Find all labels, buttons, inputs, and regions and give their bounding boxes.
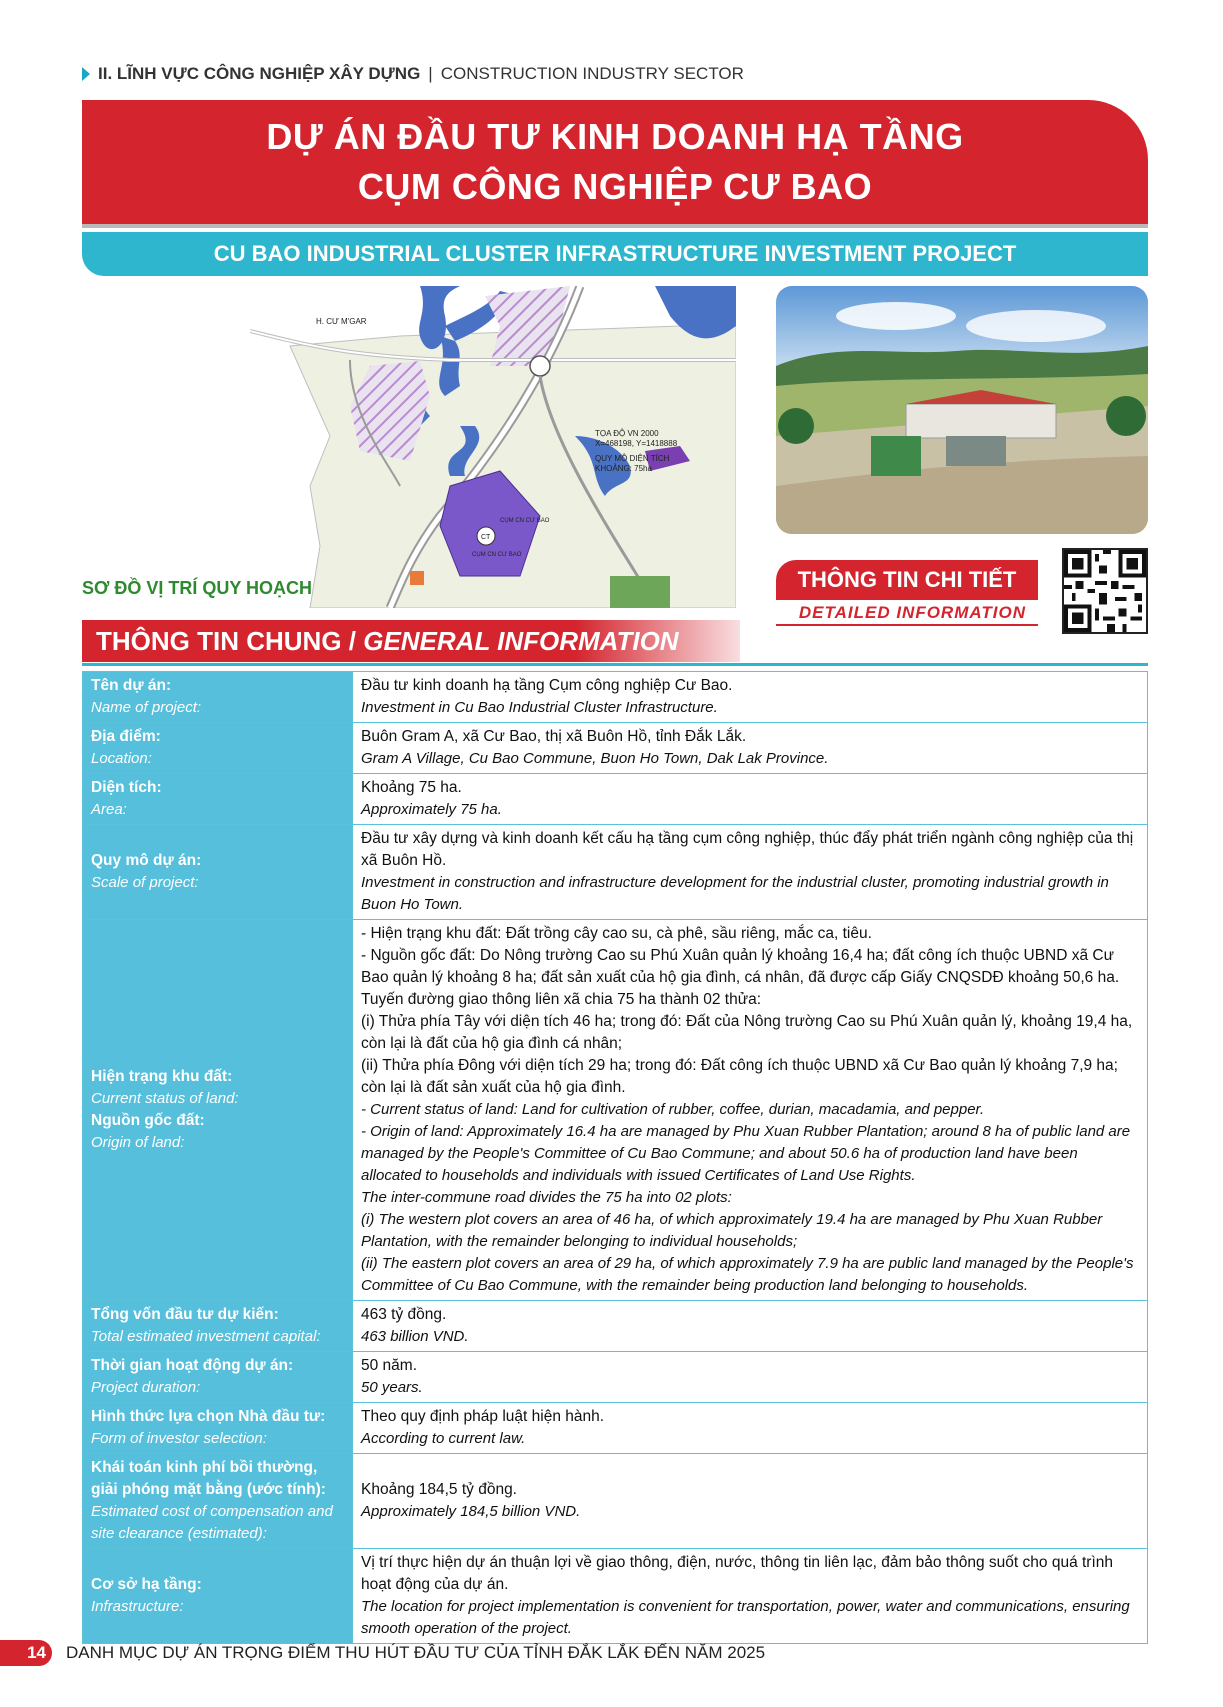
row-value (353, 1549, 1148, 1644)
general-info-vi: THÔNG TIN CHUNG / (96, 626, 364, 656)
value-en: Investment in construction and infrastructure development for the industrial cluster, promoting industrial growth in Buon Ho Town. (361, 874, 1109, 913)
row-label (83, 1352, 353, 1403)
value-vi: Đầu tư kinh doanh hạ tầng Cụm công nghiệp Cư Bao. (361, 677, 733, 694)
label-en: Area: (91, 801, 127, 818)
page-subtitle: CU BAO INDUSTRIAL CLUSTER INFRASTRUCTURE INVESTMENT PROJECT (82, 232, 1148, 276)
qr-code-icon[interactable] (1062, 548, 1148, 634)
label-en: Name of project: (91, 699, 202, 716)
map-coord-value: X=468198, Y=1418888 (595, 439, 678, 448)
detail-info-vi: THÔNG TIN CHI TIẾT (776, 560, 1038, 600)
value-vi: (ii) Thửa phía Đông với diện tích 29 ha; trong đó: Đất công ích thuộc UBND xã Cư Bao quản lý khoảng 7,9 ha; còn lại là đất sản xuất của hộ gia đình. (361, 1057, 1118, 1096)
label-vi: Khái toán kinh phí bồi thường, giải phóng mặt bằng (ước tính): (91, 1459, 326, 1498)
title-line-2: CỤM CÔNG NGHIỆP CƯ BAO (357, 166, 873, 207)
value-en: According to current law. (361, 1430, 526, 1447)
sector-vi: II. LĨNH VỰC CÔNG NGHIỆP XÂY DỰNG (98, 64, 421, 83)
label-vi: Tên dự án: (91, 677, 172, 694)
sector-separator: | (428, 64, 433, 83)
value-vi: 50 năm. (361, 1357, 418, 1374)
row-value (353, 1352, 1148, 1403)
row-value (353, 723, 1148, 774)
map-district-label: H. CƯ M'GAR (316, 317, 367, 326)
map-cluster-name: CỤM CN CƯ BAO (472, 552, 522, 558)
value-en: Approximately 184,5 billion VND. (361, 1503, 581, 1520)
label-en: Current status of land: (91, 1090, 239, 1107)
value-vi: Đầu tư xây dựng và kinh doanh kết cấu hạ tầng cụm công nghiệp, thúc đẩy phát triển ngành công nghiệp của thị xã Buôn Hồ. (361, 830, 1134, 869)
qr-code-graphic (1064, 550, 1146, 632)
site-photo (776, 286, 1148, 534)
row-label (83, 672, 353, 723)
value-en: Gram A Village, Cu Bao Commune, Buon Ho Town, Dak Lak Province. (361, 750, 829, 767)
label-en: Location: (91, 750, 152, 767)
map-scale-value: KHOẢNG: 75ha (595, 464, 652, 473)
label-vi: Nguồn gốc đất: (91, 1112, 205, 1129)
map-cluster-code: CT (481, 534, 491, 541)
table-row (83, 1352, 1148, 1403)
label-vi: Thời gian hoạt động dự án: (91, 1357, 294, 1374)
row-label (83, 774, 353, 825)
footer-title: DANH MỤC DỰ ÁN TRỌNG ĐIỂM THU HÚT ĐẦU TƯ CỦA TỈNH ĐẮK LẮK ĐẾN NĂM 2025 (66, 1643, 766, 1662)
table-row (83, 723, 1148, 774)
general-info-en: GENERAL INFORMATION (363, 626, 679, 656)
value-vi: Khoảng 75 ha. (361, 779, 462, 796)
row-label (83, 1403, 353, 1454)
label-vi: Hình thức lựa chọn Nhà đầu tư: (91, 1408, 326, 1425)
label-vi: Diện tích: (91, 779, 162, 796)
value-vi: - Nguồn gốc đất: Do Nông trường Cao su Phú Xuân quản lý khoảng 16,4 ha; đất công ích thuộc UBND xã Cư Bao quản lý khoảng 8 ha; đất sản xuất của hộ gia đình, cá nhân, đã được cấp Giấy CNQSDĐ khoảng 50,6 ha. (361, 947, 1120, 986)
row-label (83, 920, 353, 1301)
row-value (353, 825, 1148, 920)
map-cluster-label: CỤM CN CƯ BAO (500, 518, 550, 524)
page-footer (0, 1636, 1223, 1670)
label-vi: Quy mô dự án: (91, 852, 202, 869)
value-en: - Origin of land: Approximately 16.4 ha are managed by Phu Xuan Rubber Plantation; around 8 ha of public land are managed by the People's Committee of Cu Bao Commune; and about 50.6 ha of production land have been allocated to households and individuals with issued Certificates of Land Use Rights. (361, 1123, 1131, 1184)
map-scale-title: QUY MÔ DIỆN TÍCH (595, 454, 670, 463)
row-value (353, 1301, 1148, 1352)
planning-map-graphic (250, 286, 736, 608)
detail-info-en: DETAILED INFORMATION (776, 600, 1038, 626)
caret-right-icon (82, 67, 90, 81)
map-caption: SƠ ĐỒ VỊ TRÍ QUY HOẠCH (82, 578, 313, 598)
table-row (83, 1454, 1148, 1549)
table-row (83, 672, 1148, 723)
row-value (353, 1454, 1148, 1549)
value-en: Approximately 75 ha. (361, 801, 502, 818)
value-vi: Vị trí thực hiện dự án thuận lợi về giao thông, điện, nước, thông tin liên lạc, đảm bảo thông suốt cho quá trình hoạt động của dự án. (361, 1554, 1114, 1593)
label-en: Origin of land: (91, 1134, 185, 1151)
table-row (83, 1301, 1148, 1352)
row-label (83, 1549, 353, 1644)
page-title (82, 100, 1148, 224)
value-en: Investment in Cu Bao Industrial Cluster Infrastructure. (361, 699, 718, 716)
label-en: Total estimated investment capital: (91, 1328, 321, 1345)
value-vi: Khoảng 184,5 tỷ đồng. (361, 1481, 517, 1498)
label-en: Project duration: (91, 1379, 201, 1396)
row-label (83, 1301, 353, 1352)
table-row (83, 825, 1148, 920)
row-label (83, 723, 353, 774)
value-vi: - Hiện trạng khu đất: Đất trồng cây cao su, cà phê, sầu riêng, mắc ca, tiêu. (361, 925, 872, 942)
table-row (83, 1403, 1148, 1454)
label-en: Estimated cost of compensation and site clearance (estimated): (91, 1503, 333, 1542)
table-row (83, 774, 1148, 825)
value-vi: Theo quy định pháp luật hiện hành. (361, 1408, 605, 1425)
label-vi: Địa điểm: (91, 728, 161, 745)
value-en: 463 billion VND. (361, 1328, 469, 1345)
title-line-1: DỰ ÁN ĐẦU TƯ KINH DOANH HẠ TẦNG (266, 116, 964, 157)
page-number: 14 (0, 1640, 52, 1666)
value-en: (i) The western plot covers an area of 46 ha, of which approximately 19.4 ha are managed by Phu Xuan Rubber Plantation, with the remainder belonging to individual households; (361, 1211, 1103, 1250)
value-en: 50 years. (361, 1379, 423, 1396)
project-info-table (82, 671, 1148, 1644)
detail-info-banner[interactable] (776, 560, 1038, 630)
value-en: The location for project implementation is convenient for transportation, power, water and communications, ensuring smooth operation of the project. (361, 1598, 1130, 1637)
label-vi: Cơ sở hạ tầng: (91, 1576, 202, 1593)
row-value (353, 672, 1148, 723)
map-coord-title: TỌA ĐỘ VN 2000 (595, 429, 659, 438)
value-vi: Tuyến đường giao thông liên xã chia 75 ha thành 02 thửa: (361, 991, 762, 1008)
general-info-heading (82, 620, 740, 662)
title-divider (82, 224, 1148, 228)
row-label (83, 825, 353, 920)
row-value (353, 1403, 1148, 1454)
sector-en: CONSTRUCTION INDUSTRY SECTOR (440, 64, 744, 83)
general-info-divider (82, 663, 1148, 666)
table-row (83, 1549, 1148, 1644)
sector-heading (82, 64, 744, 84)
planning-map (250, 286, 736, 608)
label-en: Infrastructure: (91, 1598, 184, 1615)
value-vi: Buôn Gram A, xã Cư Bao, thị xã Buôn Hồ, tỉnh Đắk Lắk. (361, 728, 747, 745)
value-en: (ii) The eastern plot covers an area of 29 ha, of which approximately 7.9 ha are public land managed by the People's Committee of Cu Bao Commune, with the remainder being production land belonging to households. (361, 1255, 1134, 1294)
value-en: The inter-commune road divides the 75 ha into 02 plots: (361, 1189, 732, 1206)
table-row (83, 920, 1148, 1301)
row-label (83, 1454, 353, 1549)
site-photo-graphic (776, 286, 1148, 534)
value-en: - Current status of land: Land for cultivation of rubber, coffee, durian, macadamia, and pepper. (361, 1101, 985, 1118)
value-vi: 463 tỷ đồng. (361, 1306, 447, 1323)
label-vi: Hiện trạng khu đất: (91, 1068, 233, 1085)
value-vi: (i) Thửa phía Tây với diện tích 46 ha; trong đó: Đất của Nông trường Cao su Phú Xuân quản lý, khoảng 19,4 ha, còn lại là đất của hộ gia đình cá nhân; (361, 1013, 1133, 1052)
row-value (353, 774, 1148, 825)
label-vi: Tổng vốn đầu tư dự kiến: (91, 1306, 279, 1323)
row-value (353, 920, 1148, 1301)
label-en: Scale of project: (91, 874, 199, 891)
label-en: Form of investor selection: (91, 1430, 267, 1447)
